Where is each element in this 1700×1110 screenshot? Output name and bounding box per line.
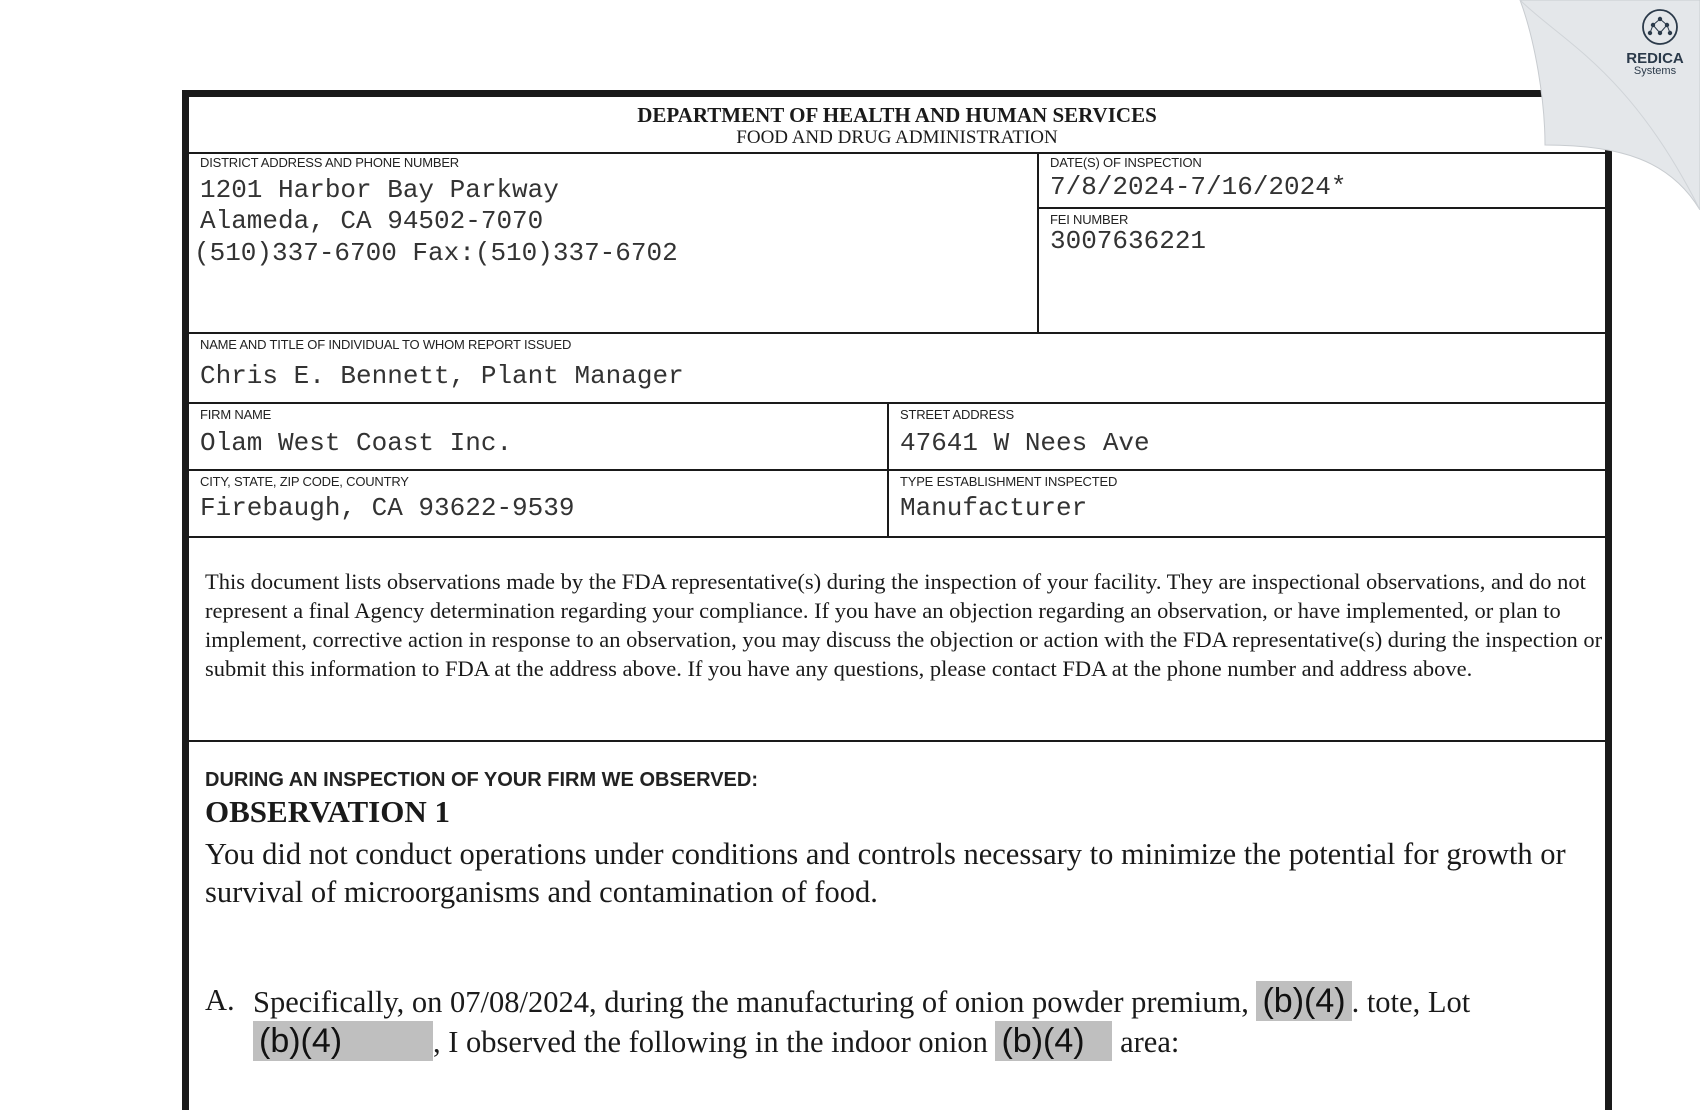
- fei-label: FEI NUMBER: [1050, 212, 1129, 227]
- street-value: 47641 W Nees Ave: [900, 428, 1150, 458]
- fei-cell: [1039, 209, 1612, 332]
- city-value: Firebaugh, CA 93622-9539: [200, 493, 575, 523]
- divider: [189, 536, 1605, 538]
- item-a-text: Specifically, on 07/08/2024, during the manufacturing of onion powder premium,: [253, 985, 1249, 1019]
- redaction-box: (b)(4): [995, 1021, 1112, 1061]
- district-line3: (510)337-6700 Fax:(510)337-6702: [194, 238, 678, 268]
- item-a-text: . tote, Lot: [1351, 985, 1471, 1019]
- firm-cell: [189, 404, 887, 469]
- page-curl-graphic: [1500, 0, 1700, 210]
- city-cell: [189, 471, 887, 536]
- logo-brand: REDICA: [1626, 50, 1684, 67]
- street-cell: [889, 404, 1612, 469]
- city-label: CITY, STATE, ZIP CODE, COUNTRY: [200, 474, 409, 489]
- district-label: DISTRICT ADDRESS AND PHONE NUMBER: [200, 155, 459, 170]
- redica-logo-corner: [1500, 0, 1700, 210]
- type-label: TYPE ESTABLISHMENT INSPECTED: [900, 474, 1118, 489]
- department-title: DEPARTMENT OF HEALTH AND HUMAN SERVICES: [637, 103, 1157, 127]
- firm-value: Olam West Coast Inc.: [200, 428, 513, 458]
- divider: [189, 740, 1605, 742]
- issued-to-label: NAME AND TITLE OF INDIVIDUAL TO WHOM REPORT ISSUED: [200, 337, 572, 352]
- issued-to-value: Chris E. Bennett, Plant Manager: [200, 361, 684, 391]
- observation-item-a: [205, 981, 1615, 1061]
- fda-483-form: [182, 90, 1612, 1110]
- notice-paragraph: This document lists observations made by the FDA representative(s) during the inspection of your facility. They are inspectional observations, and do not represent a final Agency determination regarding your compliance. If you have an objection regarding an observation, or have implemented, or plan to implement, corrective action in response to an observation, you may discuss the objection or action with the FDA representative(s) during the inspection or submit this information to FDA at the address above. If you have any questions, please contact FDA at the phone number and address above.: [205, 569, 1603, 681]
- dates-value: 7/8/2024-7/16/2024*: [1050, 172, 1347, 202]
- observation-title: OBSERVATION 1: [205, 794, 450, 829]
- redaction-box: (b)(4): [1256, 981, 1351, 1021]
- district-cell: [189, 152, 1037, 332]
- redaction-box: (b)(4): [253, 1021, 433, 1061]
- item-marker: A.: [205, 983, 235, 1017]
- street-label: STREET ADDRESS: [900, 407, 1014, 422]
- dates-label: DATE(S) OF INSPECTION: [1050, 155, 1202, 170]
- district-line2: Alameda, CA 94502-7070: [200, 206, 544, 236]
- form-header: [189, 97, 1605, 154]
- fei-value: 3007636221: [1050, 226, 1207, 256]
- item-a-text: area:: [1120, 1025, 1180, 1059]
- district-line1: 1201 Harbor Bay Parkway: [200, 175, 559, 205]
- type-value: Manufacturer: [900, 493, 1088, 523]
- observations-intro: DURING AN INSPECTION OF YOUR FIRM WE OBSERVED:: [205, 769, 758, 791]
- firm-label: FIRM NAME: [200, 407, 272, 422]
- type-cell: [889, 471, 1612, 536]
- issued-to-cell: [189, 334, 1612, 402]
- agency-title: FOOD AND DRUG ADMINISTRATION: [736, 127, 1058, 148]
- logo-sub: Systems: [1633, 65, 1677, 77]
- observation-text: You did not conduct operations under conditions and controls necessary to minimize the potential for growth or survival of microorganisms and contamination of food.: [205, 837, 1566, 909]
- item-a-text: , I observed the following in the indoor onion: [433, 1025, 988, 1059]
